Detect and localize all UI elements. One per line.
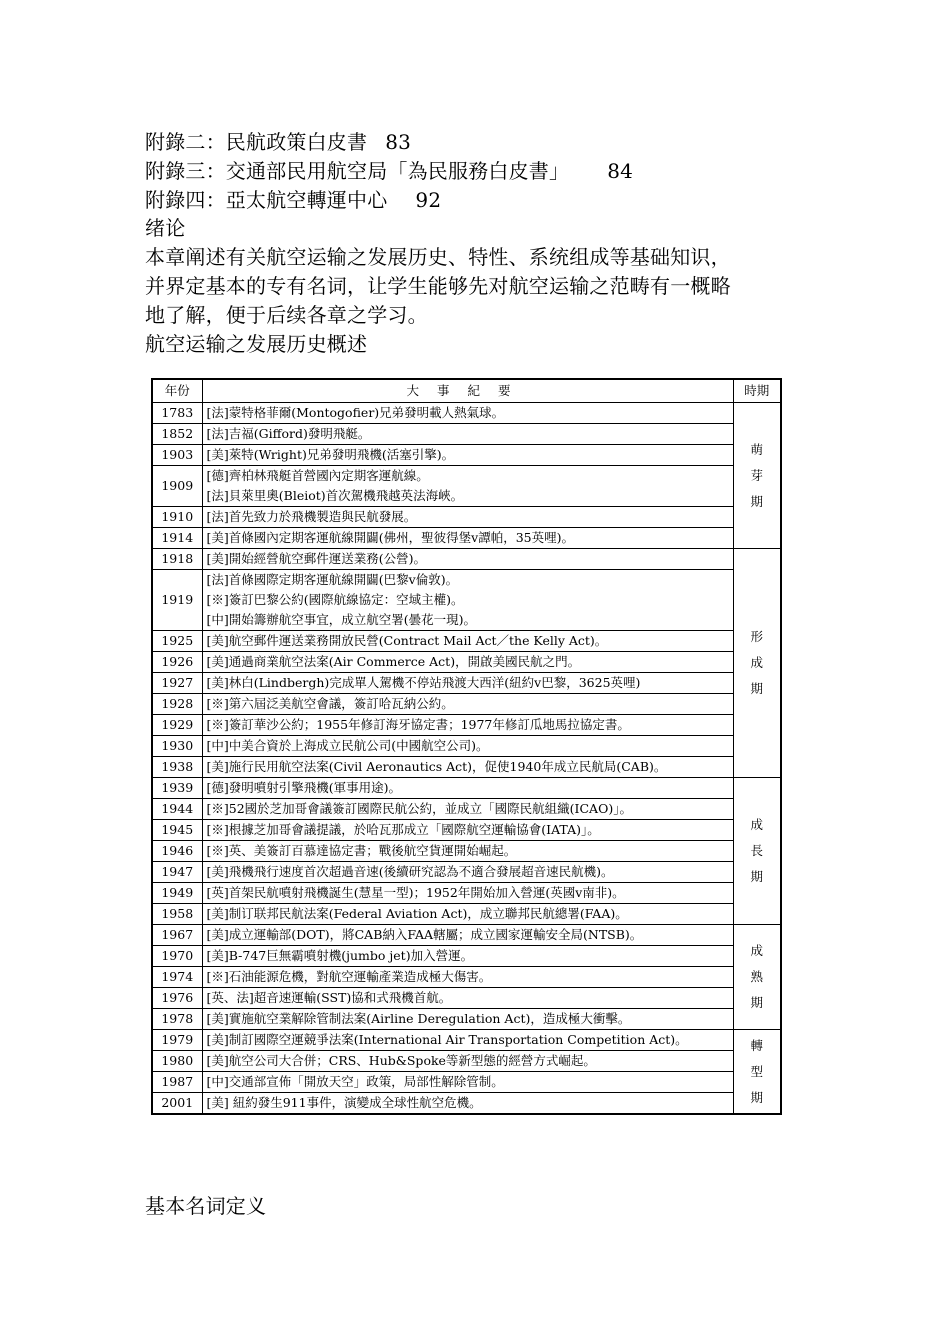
table-row (152, 778, 781, 799)
event-line: [法]貝萊里奧(Bleiot)首次駕機飛越英法海峽。 (206, 488, 464, 503)
row-year: 1978 (152, 1009, 202, 1030)
table-row (152, 694, 781, 715)
row-event (202, 946, 733, 967)
event-line: [美]航空郵件運送業務開放民營(Contract Mail Act／the Kelly Act)。 (206, 633, 608, 648)
table-row (152, 988, 781, 1009)
period-cell (733, 549, 781, 778)
row-year: 1783 (152, 403, 202, 424)
table-body (152, 403, 781, 1115)
event-line: [美]開始經營航空郵件運送業務(公營)。 (206, 551, 427, 566)
header-event: 大事紀要 (202, 379, 733, 403)
event-line: [德]齊柏林飛艇首營國內定期客運航線。 (206, 468, 429, 483)
period-label: 成長期 (750, 817, 764, 884)
row-year: 1974 (152, 967, 202, 988)
row-year: 1914 (152, 528, 202, 549)
row-event (202, 466, 733, 507)
row-event (202, 883, 733, 904)
row-year: 1938 (152, 757, 202, 778)
toc-entry-label: 附錄三：交通部民用航空局「為民服務白皮書」 (145, 159, 570, 183)
row-year: 1970 (152, 946, 202, 967)
intro-paragraph-line: 地了解，便于后续各章之学习。 (145, 303, 428, 327)
row-year: 1903 (152, 445, 202, 466)
row-event (202, 570, 733, 631)
row-year: 1928 (152, 694, 202, 715)
intro-paragraph-line: 并界定基本的专有名词，让学生能够先对航空运输之范畴有一概略 (145, 274, 731, 298)
row-event (202, 445, 733, 466)
table-row (152, 841, 781, 862)
event-line: [美]成立運輸部(DOT)，將CAB納入FAA轄屬；成立國家運輸安全局(NTSB)。 (206, 927, 643, 942)
footer-heading: 基本名词定义 (145, 1194, 267, 1218)
row-year: 1967 (152, 925, 202, 946)
row-year: 1919 (152, 570, 202, 631)
section-title: 航空运输之发展历史概述 (145, 332, 368, 356)
event-line: [※]石油能源危機，對航空運輸產業造成極大傷害。 (206, 969, 492, 984)
row-event (202, 904, 733, 925)
table-row (152, 570, 781, 631)
toc-entry (145, 157, 633, 185)
event-line: [※]英、美簽訂百慕達協定書；戰後航空貨運開始崛起。 (206, 843, 517, 858)
row-event (202, 673, 733, 694)
event-line: [法]首先致力於飛機製造與民航發展。 (206, 509, 417, 524)
table-row (152, 466, 781, 507)
event-line: [美]實施航空業解除管制法案(Airline Deregulation Act)，造成極大衝擊。 (206, 1011, 631, 1026)
event-line: [中]開始籌辦航空事宜，成立航空署(曇花一現)。 (206, 612, 477, 627)
aviation-history-table (151, 378, 782, 1115)
row-event (202, 799, 733, 820)
row-event (202, 507, 733, 528)
table-row (152, 883, 781, 904)
period-label: 轉型期 (750, 1037, 764, 1105)
row-event (202, 631, 733, 652)
event-line: [美]林白(Lindbergh)完成單人駕機不停站飛渡大西洋(紐約v巴黎，3625英哩) (206, 675, 641, 690)
row-year: 1944 (152, 799, 202, 820)
row-year: 1947 (152, 862, 202, 883)
row-year: 1930 (152, 736, 202, 757)
table-row (152, 925, 781, 946)
table-row (152, 445, 781, 466)
row-event (202, 549, 733, 570)
row-year: 2001 (152, 1093, 202, 1115)
row-year: 1987 (152, 1072, 202, 1093)
row-event (202, 694, 733, 715)
row-event (202, 841, 733, 862)
intro-heading: 绪论 (145, 216, 186, 240)
row-year: 1979 (152, 1030, 202, 1051)
table-row (152, 528, 781, 549)
row-year: 1909 (152, 466, 202, 507)
row-year: 1926 (152, 652, 202, 673)
table-header-row (152, 379, 781, 403)
event-line: [※]簽訂華沙公約；1955年修訂海牙協定書；1977年修訂瓜地馬拉協定書。 (206, 717, 630, 732)
toc-entry-label: 附錄四：亞太航空轉運中心 (145, 188, 388, 212)
period-label: 萌芽期 (750, 441, 764, 509)
event-line: [※]52國於芝加哥會議簽訂國際民航公約，並成立「國際民航組織(ICAO)」。 (206, 801, 632, 816)
header-period: 時期 (733, 379, 781, 403)
table-row (152, 946, 781, 967)
table-row (152, 424, 781, 445)
toc-entry (145, 128, 411, 156)
period-cell (733, 1030, 781, 1115)
row-year: 1945 (152, 820, 202, 841)
table-row (152, 757, 781, 778)
row-event (202, 652, 733, 673)
row-event (202, 424, 733, 445)
row-year: 1918 (152, 549, 202, 570)
row-year: 1939 (152, 778, 202, 799)
row-year: 1946 (152, 841, 202, 862)
event-line: [美]制訂國際空運競爭法案(International Air Transportation Competition Act)。 (206, 1032, 688, 1047)
row-year: 1910 (152, 507, 202, 528)
row-year: 1929 (152, 715, 202, 736)
toc-entry-label: 附錄二：民航政策白皮書 (145, 130, 368, 154)
event-line: [法]蒙特格菲爾(Montogofier)兄弟發明載人熱氣球。 (206, 405, 505, 420)
row-event (202, 403, 733, 424)
header-year: 年份 (152, 379, 202, 403)
event-line: [美] 紐約發生911事件，演變成全球性航空危機。 (206, 1095, 482, 1110)
table-row (152, 736, 781, 757)
event-line: [美]萊特(Wright)兄弟發明飛機(活塞引擎)。 (206, 447, 455, 462)
event-line: [德]發明噴射引擎飛機(軍事用途)。 (206, 780, 402, 795)
event-line: [中]交通部宣佈「開放天空」政策，局部性解除管制。 (206, 1074, 504, 1089)
event-line: [※]第六屆泛美航空會議，簽訂哈瓦納公約。 (206, 696, 454, 711)
intro-paragraph-line: 本章阐述有关航空运输之发展历史、特性、系统组成等基础知识， (145, 245, 731, 269)
event-line: [美]制订联邦民航法案(Federal Aviation Act)，成立聯邦民航總署(FAA)。 (206, 906, 628, 921)
event-line: [美]通過商業航空法案(Air Commerce Act)，開啟美國民航之門。 (206, 654, 581, 669)
period-label: 形成期 (750, 629, 764, 696)
event-line: [美]首條國內定期客運航線開闢(佛州，聖彼得堡v譚帕，35英哩)。 (206, 530, 574, 545)
toc-entry-page: 92 (415, 188, 442, 212)
toc-entry-page: 83 (385, 130, 412, 154)
row-year: 1925 (152, 631, 202, 652)
event-line: [法]吉福(Gifford)發明飛艇。 (206, 426, 371, 441)
toc-entry (145, 186, 441, 214)
table-row (152, 631, 781, 652)
row-event (202, 1030, 733, 1051)
row-year: 1927 (152, 673, 202, 694)
event-line: [美]飛機飛行速度首次超過音速(後續研究認為不適合發展超音速民航機)。 (206, 864, 614, 879)
row-event (202, 736, 733, 757)
table-row (152, 904, 781, 925)
period-label: 成熟期 (750, 943, 764, 1010)
table-row (152, 673, 781, 694)
row-year: 1852 (152, 424, 202, 445)
row-event (202, 967, 733, 988)
table-row (152, 652, 781, 673)
period-cell (733, 403, 781, 549)
row-event (202, 1093, 733, 1115)
row-event (202, 1009, 733, 1030)
table-row (152, 403, 781, 424)
event-line: [※]根據芝加哥會議提議，於哈瓦那成立「國際航空運輸協會(IATA)」。 (206, 822, 600, 837)
row-year: 1949 (152, 883, 202, 904)
table-row (152, 967, 781, 988)
event-line: [美]施行民用航空法案(Civil Aeronautics Act)，促使1940年成立民航局(CAB)。 (206, 759, 667, 774)
toc-entry-page: 84 (607, 159, 634, 183)
row-event (202, 925, 733, 946)
event-line: [英、法]超音速運輸(SST)協和式飛機首航。 (206, 990, 452, 1005)
row-event (202, 778, 733, 799)
table-row (152, 820, 781, 841)
row-event (202, 820, 733, 841)
row-event (202, 715, 733, 736)
table-row (152, 1009, 781, 1030)
table-row (152, 1030, 781, 1051)
row-event (202, 988, 733, 1009)
event-line: [法]首條國際定期客運航線開闢(巴黎v倫敦)。 (206, 572, 459, 587)
event-line: [中]中美合資於上海成立民航公司(中國航空公司)。 (206, 738, 489, 753)
period-cell (733, 925, 781, 1030)
row-event (202, 757, 733, 778)
table-row (152, 1051, 781, 1072)
event-line: [※]簽訂巴黎公約(國際航線協定：空域主權)。 (206, 592, 464, 607)
table-row (152, 1072, 781, 1093)
row-event (202, 528, 733, 549)
table-row (152, 862, 781, 883)
row-event (202, 862, 733, 883)
table-row (152, 1093, 781, 1115)
event-line: [美]B-747巨無霸噴射機(jumbo jet)加入營運。 (206, 948, 474, 963)
event-line: [英]首架民航噴射飛機誕生(慧星一型)；1952年開始加入營運(英國v南非)。 (206, 885, 625, 900)
table-row (152, 715, 781, 736)
row-year: 1980 (152, 1051, 202, 1072)
table-row (152, 507, 781, 528)
period-cell (733, 778, 781, 925)
table-row (152, 549, 781, 570)
row-event (202, 1051, 733, 1072)
row-event (202, 1072, 733, 1093)
event-line: [美]航空公司大合併；CRS、Hub&Spoke等新型態的經營方式崛起。 (206, 1053, 596, 1068)
table-row (152, 799, 781, 820)
row-year: 1958 (152, 904, 202, 925)
row-year: 1976 (152, 988, 202, 1009)
